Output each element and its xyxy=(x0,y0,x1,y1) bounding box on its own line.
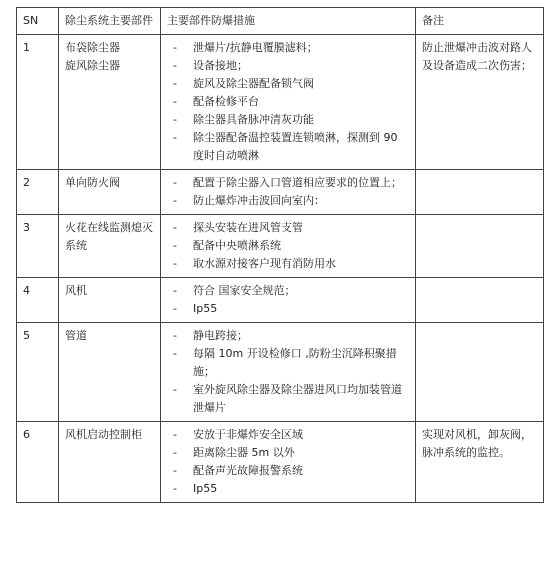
row-remarks xyxy=(416,278,544,323)
row-measures xyxy=(161,215,416,278)
table-header-row xyxy=(17,8,544,35)
row-measures xyxy=(161,422,416,503)
measure-text: 除尘器配备温控装置连锁喷淋，探测到 90 度时自动喷淋 xyxy=(193,131,398,162)
list-item xyxy=(167,237,409,255)
table-row xyxy=(17,170,544,215)
measure-text: Ip55 xyxy=(193,482,218,495)
table-row xyxy=(17,278,544,323)
bullet-dash: - xyxy=(173,95,177,108)
bullet-dash: - xyxy=(173,284,177,297)
list-item xyxy=(167,57,409,75)
bullet-dash: - xyxy=(173,383,177,396)
measure-list xyxy=(167,219,409,273)
list-item xyxy=(167,111,409,129)
measure-text: 配备中央喷淋系统 xyxy=(193,239,281,252)
table-row xyxy=(17,35,544,170)
list-item xyxy=(167,282,409,300)
bullet-dash: - xyxy=(173,176,177,189)
measure-text: 泄爆片/抗静电覆膜滤料； xyxy=(193,41,318,54)
bullet-dash: - xyxy=(173,41,177,54)
list-item xyxy=(167,192,409,210)
measure-list xyxy=(167,39,409,165)
bullet-dash: - xyxy=(173,113,177,126)
row-component: 管道 xyxy=(59,323,161,422)
table-body xyxy=(17,35,544,503)
measure-list xyxy=(167,327,409,417)
table-row xyxy=(17,323,544,422)
list-item xyxy=(167,345,409,381)
bullet-dash: - xyxy=(173,446,177,459)
measure-list xyxy=(167,426,409,498)
list-item xyxy=(167,93,409,111)
list-item xyxy=(167,462,409,480)
measure-text: 静电跨接； xyxy=(193,329,248,342)
list-item xyxy=(167,480,409,498)
measure-text: 距离除尘器 5m 以外 xyxy=(193,446,295,459)
measure-text: 安放于非爆炸安全区域 xyxy=(193,428,303,441)
header-sn: SN xyxy=(17,8,59,35)
bullet-dash: - xyxy=(173,347,177,360)
bullet-dash: - xyxy=(173,302,177,315)
measure-text: 配备检修平台 xyxy=(193,95,259,108)
row-sn: 3 xyxy=(17,215,59,278)
header-measures: 主要部件防爆措施 xyxy=(161,8,416,35)
list-item xyxy=(167,327,409,345)
bullet-dash: - xyxy=(173,257,177,270)
list-item xyxy=(167,174,409,192)
measure-text: 每隔 10m 开设检修口 ,防粉尘沉降积聚措施； xyxy=(193,347,397,378)
explosion-protection-table xyxy=(16,7,544,503)
measure-text: 取水源对接客户现有消防用水 xyxy=(193,257,336,270)
list-item xyxy=(167,75,409,93)
table-row xyxy=(17,422,544,503)
measure-text: 旋风及除尘器配备锁气阀 xyxy=(193,77,314,90)
bullet-dash: - xyxy=(173,464,177,477)
table-row xyxy=(17,215,544,278)
list-item xyxy=(167,381,409,417)
row-remarks xyxy=(416,323,544,422)
row-component: 火花在线监测熄灭系统 xyxy=(59,215,161,278)
list-item xyxy=(167,39,409,57)
bullet-dash: - xyxy=(173,428,177,441)
row-remarks: 实现对风机，卸灰阀，脉冲系统的监控。 xyxy=(416,422,544,503)
measure-text: 设备接地； xyxy=(193,59,248,72)
measure-text: 除尘器具备脉冲清灰功能 xyxy=(193,113,314,126)
list-item xyxy=(167,255,409,273)
row-sn: 6 xyxy=(17,422,59,503)
bullet-dash: - xyxy=(173,329,177,342)
measure-text: 防止爆炸冲击波回向室内： xyxy=(193,194,325,207)
row-measures xyxy=(161,170,416,215)
row-measures xyxy=(161,278,416,323)
row-sn: 5 xyxy=(17,323,59,422)
list-item xyxy=(167,219,409,237)
row-sn: 4 xyxy=(17,278,59,323)
measure-text: 室外旋风除尘器及除尘器进风口均加装管道泄爆片 xyxy=(193,383,402,414)
row-remarks: 防止泄爆冲击波对路人及设备造成二次伤害； xyxy=(416,35,544,170)
measure-text: 符合 国家安全规范； xyxy=(193,284,296,297)
bullet-dash: - xyxy=(173,482,177,495)
bullet-dash: - xyxy=(173,131,177,144)
measure-text: 配置于除尘器入口管道相应要求的位置上； xyxy=(193,176,402,189)
measure-text: Ip55 xyxy=(193,302,218,315)
bullet-dash: - xyxy=(173,77,177,90)
row-component: 单向防火阀 xyxy=(59,170,161,215)
list-item xyxy=(167,426,409,444)
row-component: 风机启动控制柜 xyxy=(59,422,161,503)
row-measures xyxy=(161,323,416,422)
list-item xyxy=(167,300,409,318)
measure-list xyxy=(167,174,409,210)
row-component: 布袋除尘器 旋风除尘器 xyxy=(59,35,161,170)
list-item xyxy=(167,444,409,462)
row-measures xyxy=(161,35,416,170)
row-remarks xyxy=(416,170,544,215)
measure-list xyxy=(167,282,409,318)
bullet-dash: - xyxy=(173,59,177,72)
row-sn: 2 xyxy=(17,170,59,215)
measure-text: 探头安装在进风管支管 xyxy=(193,221,303,234)
row-component: 风机 xyxy=(59,278,161,323)
header-remarks: 备注 xyxy=(416,8,544,35)
measure-text: 配备声光故障报警系统 xyxy=(193,464,303,477)
row-sn: 1 xyxy=(17,35,59,170)
header-component: 除尘系统主要部件 xyxy=(59,8,161,35)
list-item xyxy=(167,129,409,165)
bullet-dash: - xyxy=(173,194,177,207)
bullet-dash: - xyxy=(173,239,177,252)
row-remarks xyxy=(416,215,544,278)
bullet-dash: - xyxy=(173,221,177,234)
